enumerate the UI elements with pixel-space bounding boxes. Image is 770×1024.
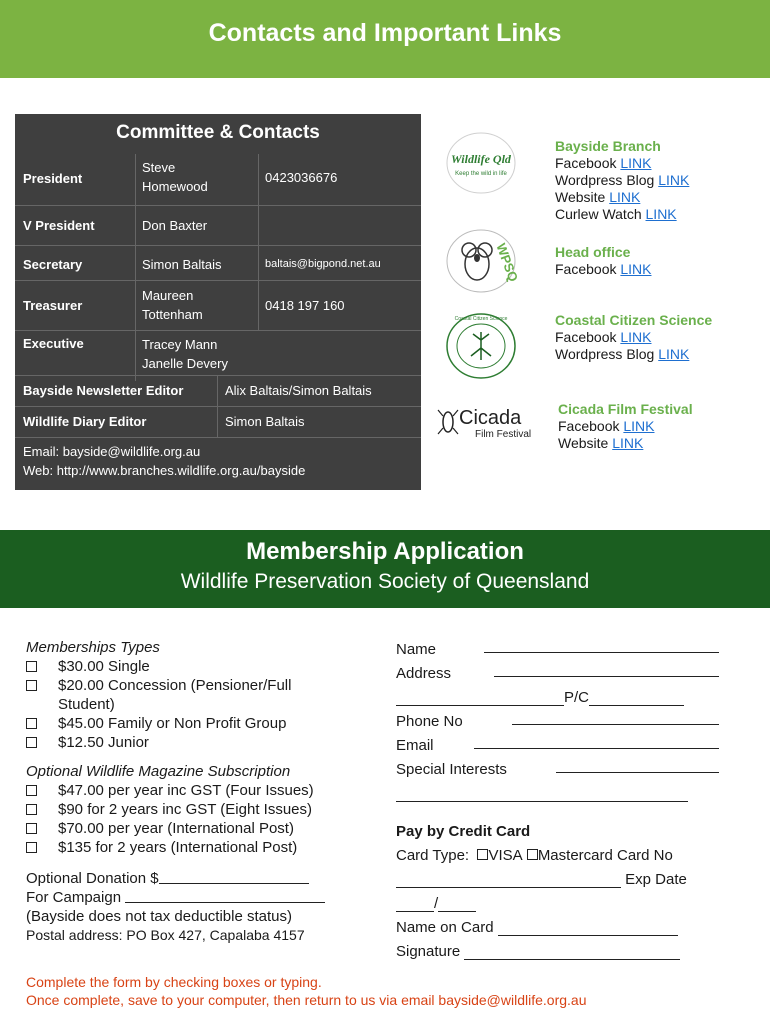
- name-on-card-row: Name on Card: [396, 916, 746, 940]
- phone-row: Phone No: [396, 710, 746, 734]
- membership-types-heading: Memberships Types: [26, 639, 160, 656]
- donation-input[interactable]: [159, 869, 309, 884]
- address-input-2[interactable]: [396, 691, 564, 706]
- committee-row-diary: [15, 407, 421, 438]
- member-email: baltais@bigpond.net.au: [265, 258, 381, 270]
- tax-note: (Bayside does not tax deductible status): [26, 908, 292, 925]
- address-input[interactable]: [494, 662, 719, 677]
- member-name: Maureen Tottenham: [142, 288, 203, 322]
- magazine-option-2: $90 for 2 years inc GST (Eight Issues): [26, 800, 376, 819]
- role-label: V President: [23, 218, 95, 233]
- coastal-links: Coastal Citizen Science Facebook LINK Wordpress Blog LINK: [555, 312, 713, 362]
- cicada-facebook-link[interactable]: LINK: [623, 418, 655, 434]
- contacts-banner: [0, 0, 770, 78]
- checkbox[interactable]: [26, 718, 37, 729]
- member-name: Simon Baltais: [142, 257, 222, 272]
- interests-row-2: [396, 782, 746, 806]
- committee-row-secretary: [15, 246, 421, 281]
- member-name: Tracey Mann Janelle Devery: [142, 337, 228, 371]
- membership-option-single: $30.00 Single: [26, 657, 376, 676]
- pay-heading: Pay by Credit Card: [396, 823, 531, 840]
- bayside-curlew-link[interactable]: LINK: [645, 206, 677, 222]
- role-label: Bayside Newsletter Editor: [23, 383, 184, 398]
- member-phone: 0423036676: [265, 170, 338, 185]
- role-label: President: [23, 171, 83, 186]
- role-label: Treasurer: [23, 298, 83, 313]
- email-row: Email: [396, 734, 746, 758]
- wpsq-logo: [445, 228, 522, 299]
- member-name: Steve Homewood: [142, 160, 208, 194]
- card-number-row: Exp Date: [396, 868, 746, 892]
- signature-row: Signature: [396, 940, 746, 964]
- wildlife-qld-logo: [445, 131, 517, 200]
- checkbox[interactable]: [26, 785, 37, 796]
- svg-text:Cicada: Cicada: [459, 407, 522, 429]
- membership-banner: [0, 530, 770, 608]
- checkbox[interactable]: [26, 680, 37, 691]
- form-instructions: Complete the form by checking boxes or typing. Once complete, save to your computer, then return to us via email bayside@wildlife.org.au: [26, 974, 587, 1008]
- expiry-month-input[interactable]: [396, 897, 434, 912]
- mastercard-checkbox[interactable]: [527, 849, 538, 860]
- donation-line: Optional Donation $: [26, 869, 376, 888]
- expiry-row: /: [396, 892, 746, 916]
- svg-text:Coastal Citizen Science: Coastal Citizen Science: [454, 316, 508, 322]
- postal-address: Postal address: PO Box 427, Capalaba 4157: [26, 927, 305, 943]
- branch-email: Email: bayside@wildlife.org.au: [23, 444, 201, 459]
- bayside-links: Bayside Branch Facebook LINK Wordpress Blog LINK Website LINK Curlew Watch LINK: [555, 138, 690, 222]
- email-input[interactable]: [474, 734, 719, 749]
- member-details-form: [396, 638, 746, 964]
- membership-option-junior: $12.50 Junior: [26, 733, 376, 752]
- bayside-website-link[interactable]: LINK: [609, 189, 641, 205]
- head-facebook-link[interactable]: LINK: [620, 261, 652, 277]
- committee-row-executive: [15, 331, 421, 376]
- interests-input[interactable]: [556, 758, 719, 773]
- magazine-heading: Optional Wildlife Magazine Subscription: [26, 763, 291, 780]
- membership-title: Membership Application: [246, 538, 524, 565]
- magazine-option-4: $135 for 2 years (International Post): [26, 838, 376, 857]
- group-title: Cicada Film Festival: [558, 401, 693, 417]
- contacts-title: Contacts and Important Links: [208, 19, 562, 47]
- member-name: Alix Baltais/Simon Baltais: [225, 383, 372, 398]
- membership-subtitle: Wildlife Preservation Society of Queensland: [180, 570, 590, 593]
- committee-table: [15, 114, 421, 490]
- checkbox[interactable]: [26, 661, 37, 672]
- committee-row-treasurer: [15, 281, 421, 331]
- bayside-facebook-link[interactable]: LINK: [620, 155, 652, 171]
- card-number-input[interactable]: [396, 873, 621, 888]
- role-label: Wildlife Diary Editor: [23, 414, 147, 429]
- role-label: Executive: [23, 336, 84, 351]
- postcode-input[interactable]: [589, 691, 684, 706]
- svg-text:Wildlife Qld: Wildlife Qld: [451, 152, 511, 166]
- address-row: Address: [396, 662, 746, 686]
- interests-input-2[interactable]: [396, 787, 688, 802]
- svg-text:Film Festival: Film Festival: [475, 429, 532, 440]
- member-name: Simon Baltais: [225, 414, 305, 429]
- card-type-row: Card Type: VISA Mastercard Card No: [396, 847, 673, 864]
- svg-text:WPSQ: WPSQ: [493, 241, 522, 284]
- committee-row-newsletter: [15, 376, 421, 407]
- magazine-option-3: $70.00 per year (International Post): [26, 819, 376, 838]
- committee-title: Committee & Contacts: [116, 122, 320, 143]
- cicada-website-link[interactable]: LINK: [612, 435, 644, 451]
- member-phone: 0418 197 160: [265, 298, 345, 313]
- interests-row: Special Interests: [396, 758, 746, 782]
- committee-row-president: [15, 154, 421, 206]
- coastal-facebook-link[interactable]: LINK: [620, 329, 652, 345]
- campaign-line: For Campaign: [26, 888, 376, 907]
- head-office-links: Head office Facebook LINK: [555, 244, 652, 277]
- signature-input[interactable]: [464, 945, 680, 960]
- address-row-2: P/C: [396, 686, 746, 710]
- expiry-year-input[interactable]: [438, 897, 476, 912]
- checkbox[interactable]: [26, 823, 37, 834]
- campaign-input[interactable]: [125, 888, 325, 903]
- membership-options: [26, 638, 376, 945]
- membership-option-concession: $20.00 Concession (Pensioner/Full Student): [26, 676, 376, 714]
- svg-text:Keep the wild in life: Keep the wild in life: [455, 171, 507, 177]
- role-label: Secretary: [23, 257, 83, 272]
- name-input[interactable]: [484, 638, 719, 653]
- cicada-links: Cicada Film Festival Facebook LINK Website LINK: [558, 401, 693, 451]
- committee-row-vpresident: [15, 206, 421, 246]
- cicada-logo: [438, 402, 530, 447]
- branch-web: Web: http://www.branches.wildlife.org.au/bayside: [23, 463, 306, 478]
- magazine-option-1: $47.00 per year inc GST (Four Issues): [26, 781, 376, 800]
- member-name: Don Baxter: [142, 218, 208, 233]
- coastal-citizen-science-logo: [445, 312, 517, 385]
- coastal-wordpress-link[interactable]: LINK: [658, 346, 690, 362]
- bayside-wordpress-link[interactable]: LINK: [658, 172, 690, 188]
- visa-checkbox[interactable]: [477, 849, 488, 860]
- checkbox[interactable]: [26, 804, 37, 815]
- name-on-card-input[interactable]: [498, 921, 678, 936]
- checkbox[interactable]: [26, 737, 37, 748]
- group-title: Head office: [555, 244, 631, 260]
- name-row: Name: [396, 638, 746, 662]
- checkbox[interactable]: [26, 842, 37, 853]
- membership-option-family: $45.00 Family or Non Profit Group: [26, 714, 376, 733]
- phone-input[interactable]: [512, 710, 719, 725]
- group-title: Coastal Citizen Science: [555, 312, 713, 328]
- group-title: Bayside Branch: [555, 138, 661, 154]
